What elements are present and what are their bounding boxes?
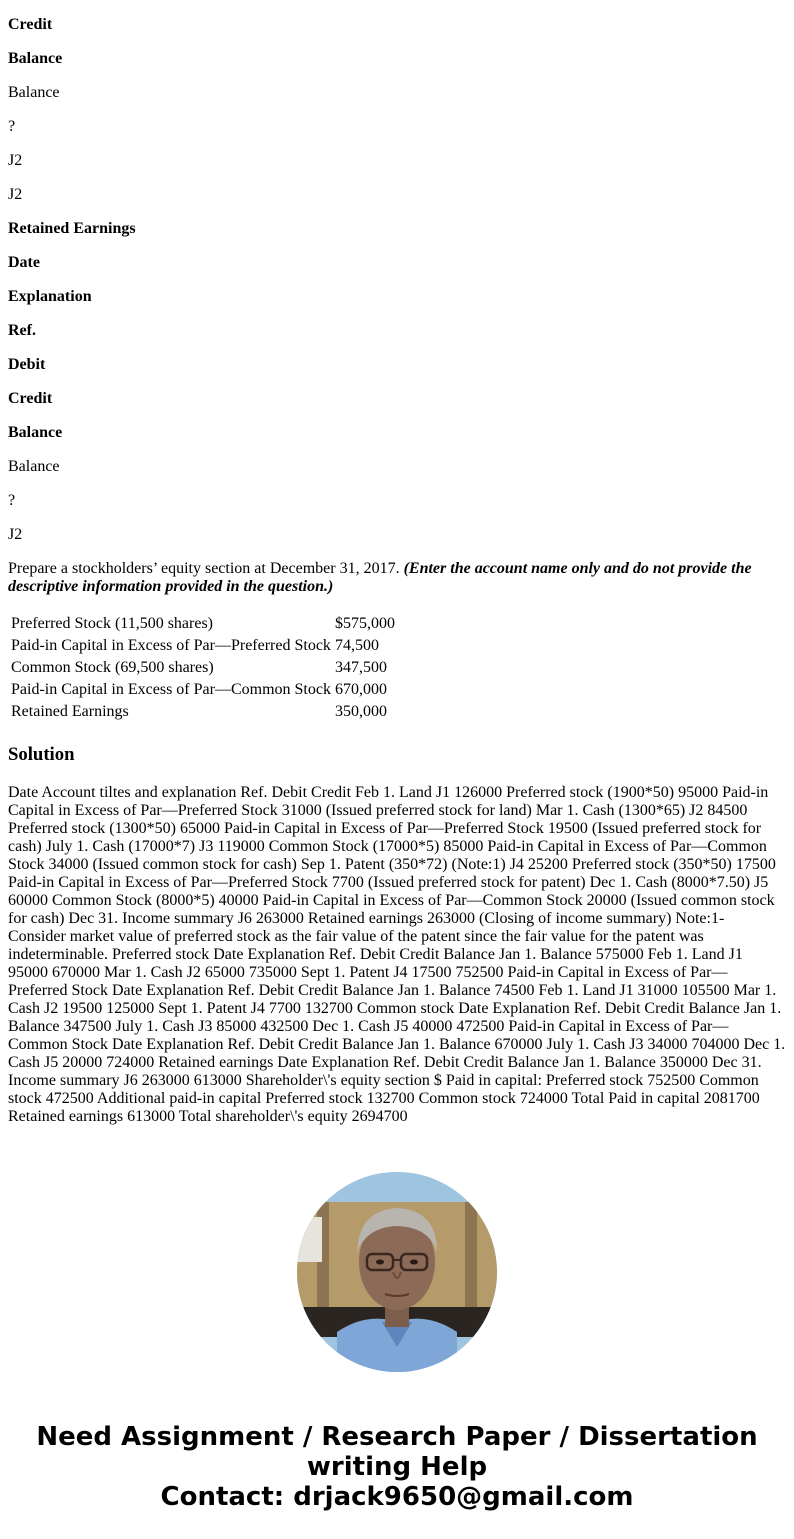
fragment-line: Date	[8, 254, 40, 271]
promo-banner	[8, 1422, 786, 1532]
avatar-container	[8, 1172, 786, 1372]
table-row	[10, 702, 396, 722]
fragment-line: Balance	[8, 84, 60, 101]
solution-heading: Solution	[8, 744, 75, 765]
page	[0, 16, 794, 1532]
amount-cell: 347,500	[334, 659, 387, 676]
amount-cell: $575,000	[334, 615, 395, 632]
fragment-line: Credit	[8, 390, 53, 407]
contact-email: Contact: drjack9650@gmail.com	[160, 1482, 634, 1512]
account-cell: Retained Earnings	[11, 703, 129, 720]
fragment-line: J2	[8, 526, 23, 543]
equity-table	[8, 612, 398, 724]
fragment-line: ?	[8, 492, 16, 509]
account-cell: Preferred Stock (11,500 shares)	[11, 615, 214, 632]
fragment-line: Balance	[8, 50, 63, 67]
fragment-line: ?	[8, 118, 16, 135]
promo-line: Need Assignment / Research Paper / Dissertation	[36, 1422, 758, 1452]
question-prompt	[8, 560, 786, 596]
prompt-text: Prepare a stockholders’ equity section at December 31, 2017.	[8, 560, 404, 577]
fragment-line: Explanation	[8, 288, 92, 305]
table-row	[10, 614, 396, 634]
fragment-line: J2	[8, 186, 23, 203]
fragment-lines	[8, 16, 786, 544]
table-row	[10, 636, 396, 656]
account-cell: Common Stock (69,500 shares)	[11, 659, 214, 676]
fragment-line: J2	[8, 152, 23, 169]
amount-cell: 670,000	[334, 681, 387, 698]
amount-cell: 350,000	[334, 703, 387, 720]
person-photo-icon	[297, 1172, 497, 1372]
fragment-line: Balance	[8, 458, 60, 475]
fragment-line: Debit	[8, 356, 46, 373]
promo-line: writing Help	[306, 1452, 488, 1482]
avatar	[297, 1172, 497, 1372]
solution-body: Date Account tiltes and explanation Ref. Debit Credit Feb 1. Land J1 126000 Preferred stock (1900*50) 95000 Paid-in Capital in Excess of Par—Preferred Stock 31000 (Issued preferred stock for land) Mar 1. Cash (1300*65) J2 84500 Preferred stock (1300*50) 65000 Paid-in Capital in Excess of Par—Preferred Stock 19500 (Issued preferred stock for cash) July 1. Cash (17000*7) J3 119000 Common Stock (17000*5) 85000 Paid-in Capital in Excess of Par—Common Stock 34000 (Issued common stock for cash) Sep 1. Patent (350*72) (Note:1) J4 25200 Preferred stock (350*50) 17500 Paid-in Capital in Excess of Par—Preferred Stock 7700 (Issued preferred stock for patent) Dec 1. Cash (8000*7.50) J5 60000 Common Stock (8000*5) 40000 Paid-in Capital in Excess of Par—Common Stock 20000 (Issued common stock for cash) Dec 31. Income summary J6 263000 Retained earnings 263000 (Closing of income summary) Note:1- Consider market value of preferred stock as the fair value of the patent since the fair value for the patent was indeterminable. Preferred stock Date Explanation Ref. Debit Credit Balance Jan 1. Balance 575000 Feb 1. Land J1 95000 670000 Mar 1. Cash J2 65000 735000 Sept 1. Patent J4 17500 752500 Paid-in Capital in Excess of Par—Preferred Stock Date Explanation Ref. Debit Credit Balance Jan 1. Balance 74500 Feb 1. Land J1 31000 105500 Mar 1. Cash J2 19500 125000 Sept 1. Patent J4 7700 132700 Common stock Date Explanation Ref. Debit Credit Balance Jan 1. Balance 347500 July 1. Cash J3 85000 432500 Dec 1. Cash J5 40000 472500 Paid-in Capital in Excess of Par—Common Stock Date Explanation Ref. Debit Credit Balance Jan 1. Balance 670000 July 1. Cash J3 34000 704000 Dec 1. Cash J5 20000 724000 Retained earnings Date Explanation Ref. Debit Credit Balance Jan 1. Balance 350000 Dec 31. Income summary J6 263000 613000 Shareholder\'s equity section $ Paid in capital: Preferred stock 752500 Common stock 472500 Additional paid-in capital Preferred stock 132700 Common stock 724000 Total Paid in capital 2081700 Retained earnings 613000 Total shareholder\'s equity 2694700	[8, 784, 786, 1125]
fragment-line: Ref.	[8, 322, 36, 339]
fragment-line: Retained Earnings	[8, 220, 136, 237]
account-cell: Paid-in Capital in Excess of Par—Preferred Stock	[11, 637, 331, 654]
amount-cell: 74,500	[334, 637, 379, 654]
prompt-instruction: (Enter the account name only and do not provide the descriptive information provided in the question.)	[8, 560, 752, 595]
fragment-line: Credit	[8, 16, 53, 33]
table-row	[10, 680, 396, 700]
account-cell: Paid-in Capital in Excess of Par—Common Stock	[11, 681, 331, 698]
table-row	[10, 658, 396, 678]
fragment-line: Balance	[8, 424, 63, 441]
